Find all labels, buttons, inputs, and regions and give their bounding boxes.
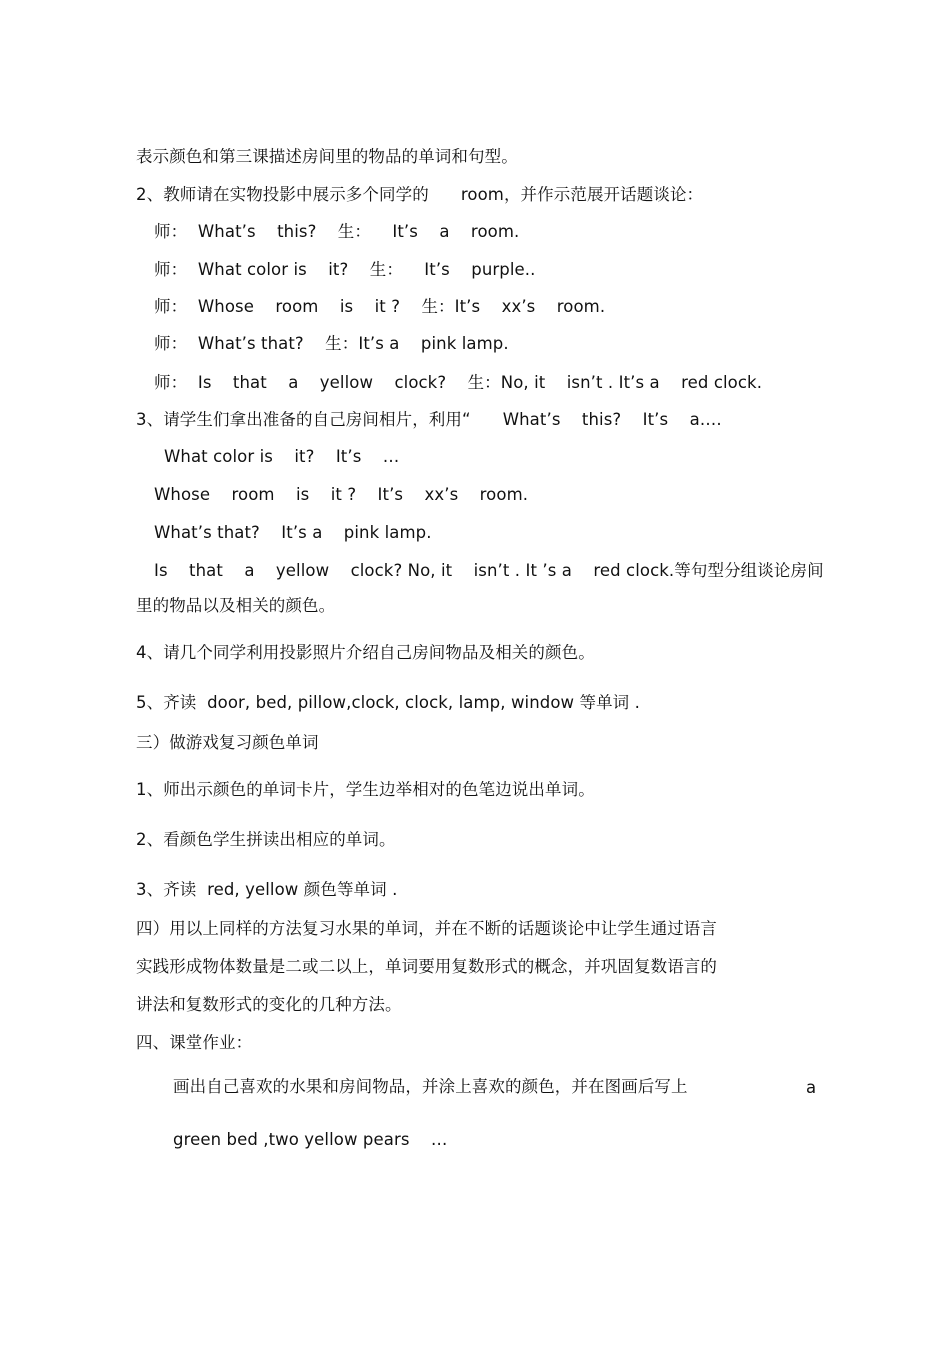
text-line: 师： Whose room is it ? 生：It’s xx’s room. xyxy=(154,297,606,316)
text-line: Whose room is it ? It’s xx’s room. xyxy=(154,485,529,504)
text-line: 实践形成物体数量是二或二以上，单词要用复数形式的概念，并巩固复数语言的 xyxy=(136,957,717,976)
text-line: 四）用以上同样的方法复习水果的单词，并在不断的话题谈论中让学生通过语言 xyxy=(136,919,717,938)
text-line: What color is it? It’s … xyxy=(164,447,400,466)
text-line: 2、教师请在实物投影中展示多个同学的 room，并作示范展开话题谈论： xyxy=(136,185,704,204)
text-line: 里的物品以及相关的颜色。 xyxy=(136,596,336,615)
text-line: 1、师出示颜色的单词卡片，学生边举相对的色笔边说出单词。 xyxy=(136,780,595,799)
text-line: What’s that? It’s a pink lamp. xyxy=(154,523,432,542)
text-line: 4、请几个同学利用投影照片介绍自己房间物品及相关的颜色。 xyxy=(136,643,595,662)
text-line: 三）做游戏复习颜色单词 xyxy=(136,733,319,752)
text-line: green bed ,two yellow pears … xyxy=(173,1130,448,1149)
text-line: 师： What’s that? 生：It’s a pink lamp. xyxy=(154,334,509,353)
text-line: 师： Is that a yellow clock? 生：No, it isn’t . It’s a red clock. xyxy=(154,373,763,392)
text-line: 四、课堂作业： xyxy=(136,1033,253,1052)
text-line: 师： What color is it? 生： It’s purple.. xyxy=(154,260,536,279)
text-line: 3、请学生们拿出准备的自己房间相片，利用“ What’s this? It’s a…. xyxy=(136,410,722,429)
text-line: Is that a yellow clock? No, it isn’t . It ’s a red clock.等句型分组谈论房间 xyxy=(154,561,824,580)
text-line: 表示颜色和第三课描述房间里的物品的单词和句型。 xyxy=(136,147,518,166)
text-line: 画出自己喜欢的水果和房间物品，并涂上喜欢的颜色，并在图画后写上 xyxy=(173,1077,688,1096)
text-line: 5、齐读 door, bed, pillow,clock, clock, lamp, window 等单词 . xyxy=(136,693,640,712)
text-line: 3、齐读 red, yellow 颜色等单词 . xyxy=(136,880,398,899)
text-line: 2、看颜色学生拼读出相应的单词。 xyxy=(136,830,396,849)
text-line: a xyxy=(806,1078,817,1097)
text-line: 讲法和复数形式的变化的几种方法。 xyxy=(136,995,402,1014)
text-line: 师： What’s this? 生： It’s a room. xyxy=(154,222,520,241)
